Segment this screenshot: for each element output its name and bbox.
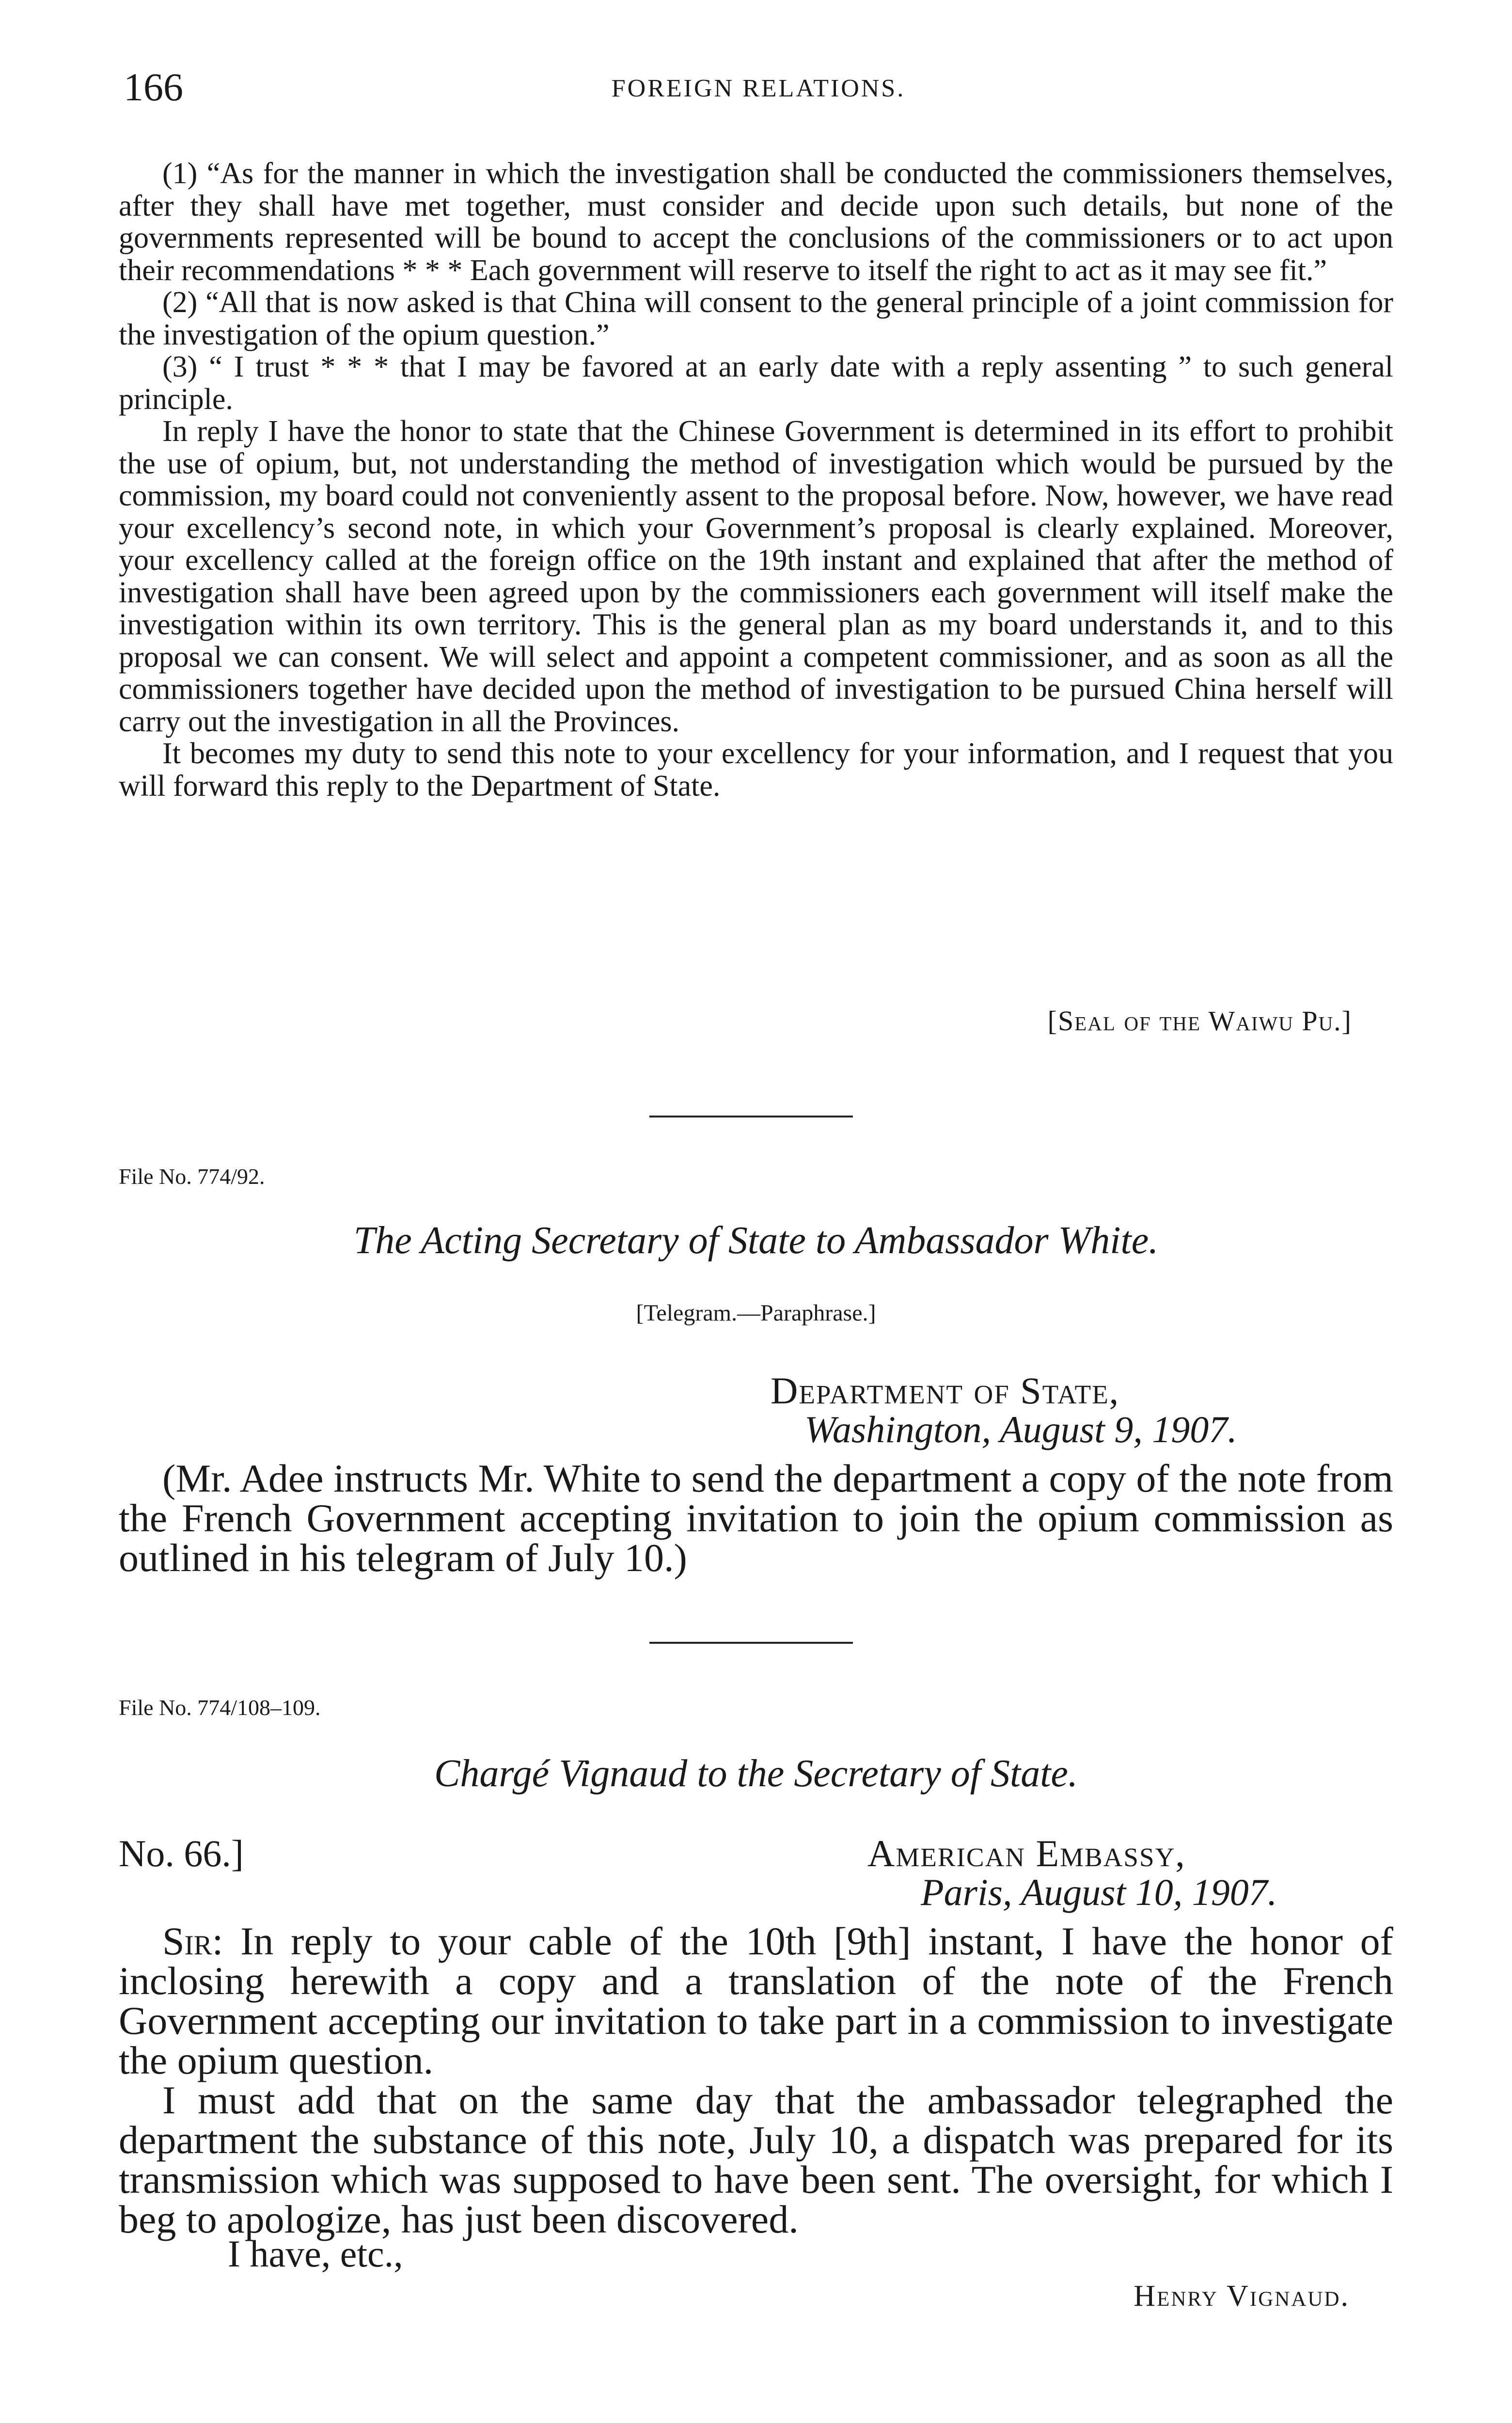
signature: Henry Vignaud. (1134, 2280, 1350, 2313)
quoted-paragraph-1: (1) “As for the manner in which the investigation shall be conducted the commissioners themselves, after they shall have met together, must consider and decide upon such details, but none of the governments represented will be bound to accept the conclusions of the commissioners or to act upon their recommendations * * * Each government will reserve to itself the right to act as it may see fit.” (119, 157, 1393, 287)
seal-line: [Seal of the Waiwu Pu.] (1047, 1005, 1352, 1037)
telegram-date: Washington, August 9, 1907. (804, 1408, 1237, 1450)
dispatch-date: Paris, August 10, 1907. (921, 1871, 1277, 1913)
telegram-place: Department of State, (771, 1369, 1120, 1412)
first-letter-body (119, 157, 1393, 802)
dispatch-place: American Embassy, (867, 1832, 1186, 1874)
section-divider (649, 1116, 853, 1117)
page-number: 166 (124, 65, 183, 109)
telegram-paragraph: (Mr. Adee instructs Mr. White to send the department a copy of the note from the French Government accepting invitation to join the opium commission as outlined in his telegram of July 10.) (119, 1456, 1393, 1580)
running-title: FOREIGN RELATIONS. (611, 75, 906, 102)
telegram-body (119, 1456, 1393, 1580)
dispatch-number: No. 66.] (119, 1832, 244, 1874)
telegram-note: [Telegram.—Paraphrase.] (636, 1300, 876, 1326)
section-divider (649, 1642, 853, 1644)
dispatch-body (119, 1921, 1393, 2239)
telegram-heading: The Acting Secretary of State to Ambassador White. (353, 1219, 1159, 1262)
dispatch-heading: Chargé Vignaud to the Secretary of State. (434, 1752, 1078, 1795)
dispatch-paragraph-1 (119, 1921, 1393, 2080)
quoted-paragraph-2: (2) “All that is now asked is that China will consent to the general principle of a joint commission for the investigation of the opium question.” (119, 286, 1393, 351)
complimentary-close: I have, etc., (228, 2233, 403, 2275)
closing-paragraph: It becomes my duty to send this note to your excellency for your information, and I request that you will forward this reply to the Department of State. (119, 737, 1393, 802)
file-number-dispatch: File No. 774/108–109. (119, 1695, 321, 1720)
file-number-telegram: File No. 774/92. (119, 1164, 265, 1189)
reply-paragraph: In reply I have the honor to state that the Chinese Government is determined in its effort to prohibit the use of opium, but, not understanding the method of investigation which would be pursued by the commission, my board could not conveniently assent to the proposal before. Now, however, we have read your excellency’s second note, in which your Government’s proposal is clearly explained. Moreover, your excellency called at the foreign office on the 19th instant and explained that after the method of investigation shall have been agreed upon by the commissioners each government will itself make the investigation within its own territory. This is the general plan as my board understands it, and to this proposal we can consent. We will select and appoint a competent commissioner, and as soon as all the commissioners together have decided upon the method of investigation to be pursued China herself will carry out the investigation in all the Provinces. (119, 415, 1393, 738)
salutation: Sir (162, 1919, 212, 1963)
running-head (124, 63, 1393, 116)
dispatch-paragraph-1-text: : In reply to your cable of the 10th [9th] instant, I have the honor of inclosing herewith a copy and a translation of the note of the French Government accepting our invitation to take part in a commission to investigate the opium question. (119, 1919, 1393, 2082)
quoted-paragraph-3: (3) “ I trust * * * that I may be favored at an early date with a reply assenting ” to such general principle. (119, 350, 1393, 416)
dispatch-paragraph-2: I must add that on the same day that the ambassador telegraphed the department the substance of this note, July 10, a dispatch was prepared for its transmission which was supposed to have been sent. The oversight, for which I beg to apologize, has just been discovered. (119, 2078, 1393, 2241)
